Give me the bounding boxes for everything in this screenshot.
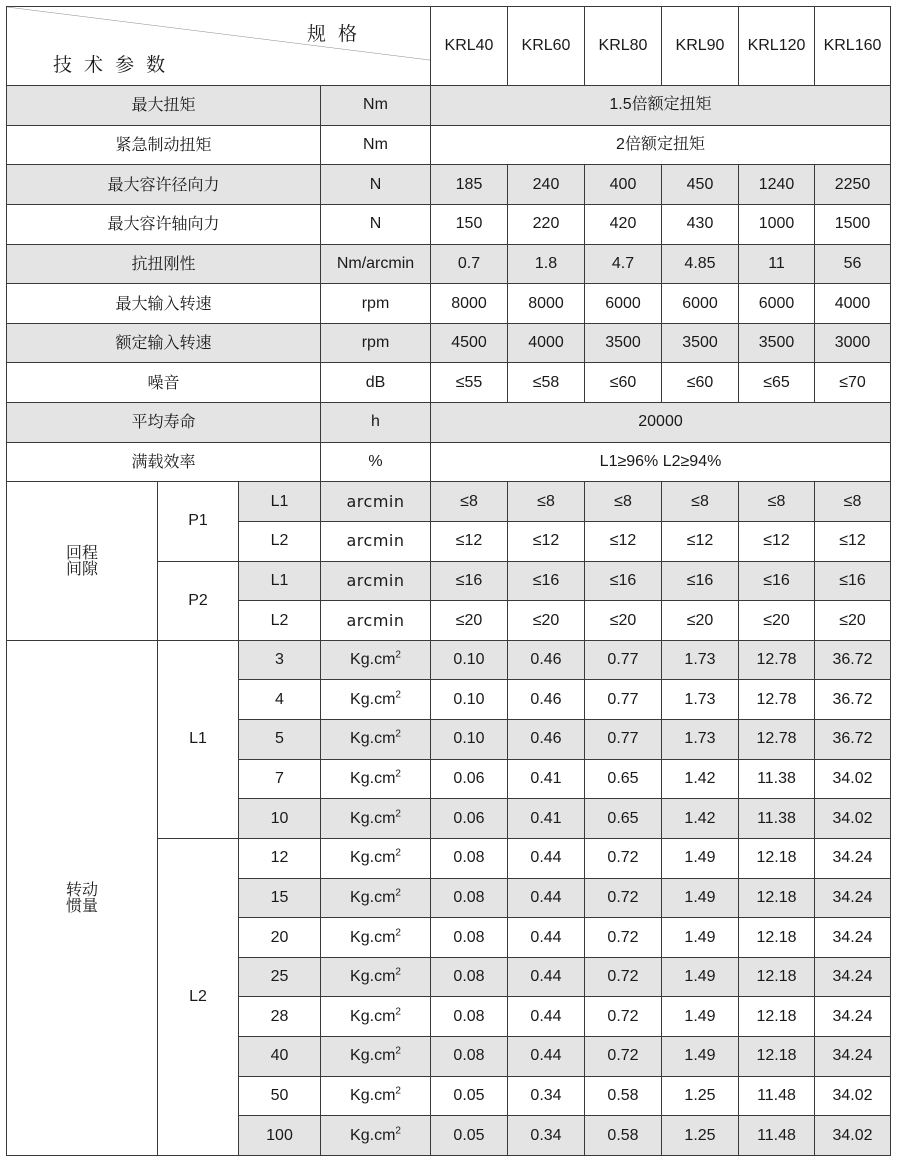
value-cell: 0.77	[585, 640, 662, 680]
value-cell: 1.73	[662, 640, 739, 680]
value-cell: ≤12	[739, 521, 815, 561]
value-cell: 1.73	[662, 720, 739, 760]
table-row	[7, 442, 891, 482]
value-cell: 0.77	[585, 720, 662, 760]
value-cell: 0.08	[431, 957, 508, 997]
value-cell: 12.78	[739, 640, 815, 680]
unit-exponent: 2	[395, 1125, 401, 1137]
unit-cell: arcmin	[321, 601, 431, 641]
value-cell: ≤8	[739, 482, 815, 522]
unit-cell	[321, 1037, 431, 1077]
unit-text: Kg.cm	[350, 928, 396, 946]
value-cell: 0.41	[508, 799, 585, 839]
value-cell: 400	[585, 165, 662, 205]
value-cell: 0.10	[431, 720, 508, 760]
model-header: KRL90	[662, 7, 739, 86]
value-cell: 4.85	[662, 244, 739, 284]
unit-cell	[321, 640, 431, 680]
value-cell: 12.18	[739, 918, 815, 958]
value-cell: ≤16	[585, 561, 662, 601]
value-cell: 0.08	[431, 918, 508, 958]
value-cell: 12.18	[739, 838, 815, 878]
value-cell: 0.58	[585, 1076, 662, 1116]
unit-text: Kg.cm	[350, 651, 396, 669]
value-cell: ≤20	[585, 601, 662, 641]
value-cell: 11.38	[739, 759, 815, 799]
value-cell: 0.44	[508, 997, 585, 1037]
value-cell: 34.02	[815, 759, 891, 799]
value-cell: 3500	[585, 323, 662, 363]
param-label: 抗扭刚性	[7, 244, 321, 284]
value-cell: 34.24	[815, 957, 891, 997]
value-cell: 0.05	[431, 1076, 508, 1116]
value-cell: 12.18	[739, 1037, 815, 1077]
value-cell: 220	[508, 204, 585, 244]
value-cell: 0.72	[585, 838, 662, 878]
value-cell: 56	[815, 244, 891, 284]
value-cell: 0.72	[585, 918, 662, 958]
value-cell: 4500	[431, 323, 508, 363]
value-cell: ≤8	[815, 482, 891, 522]
model-header: KRL60	[508, 7, 585, 86]
value-cell: 11.48	[739, 1116, 815, 1156]
inertia-group-label: 转动 惯量	[7, 640, 158, 1155]
ratio-cell: 28	[239, 997, 321, 1037]
ratio-cell: 7	[239, 759, 321, 799]
backlash-group-label: 回程 间隙	[7, 482, 158, 641]
value-cell: 36.72	[815, 640, 891, 680]
value-cell: 0.72	[585, 1037, 662, 1077]
param-label: 最大输入转速	[7, 284, 321, 324]
ratio-cell: 20	[239, 918, 321, 958]
value-cell: ≤70	[815, 363, 891, 403]
unit-text: Kg.cm	[350, 1087, 396, 1104]
unit-cell	[321, 997, 431, 1037]
unit-exponent: 2	[395, 1006, 401, 1018]
value-cell: 36.72	[815, 720, 891, 760]
value-cell: 6000	[739, 284, 815, 324]
value-cell: 0.46	[508, 720, 585, 760]
table-row	[7, 323, 891, 363]
value-cell: ≤20	[739, 601, 815, 641]
value-cell: 0.05	[431, 1116, 508, 1156]
model-header: KRL40	[431, 7, 508, 86]
value-cell: 34.02	[815, 799, 891, 839]
value-cell: 12.18	[739, 957, 815, 997]
backlash-precision-label: P1	[158, 482, 239, 561]
value-cell: ≤20	[662, 601, 739, 641]
value-cell: 0.72	[585, 957, 662, 997]
value-cell: 1500	[815, 204, 891, 244]
value-cell: 0.44	[508, 838, 585, 878]
value-cell: 430	[662, 204, 739, 244]
value-cell: 0.65	[585, 759, 662, 799]
unit-text: Kg.cm	[350, 770, 396, 787]
value-cell: ≤20	[431, 601, 508, 641]
unit-cell	[321, 720, 431, 760]
value-merged-cell: L1≥96% L2≥94%	[431, 442, 891, 482]
value-cell: ≤12	[815, 521, 891, 561]
unit-cell: h	[321, 403, 431, 443]
value-cell: 4000	[508, 323, 585, 363]
table-row	[7, 125, 891, 165]
value-cell: 0.58	[585, 1116, 662, 1156]
unit-exponent: 2	[395, 649, 401, 661]
unit-exponent: 2	[395, 768, 401, 780]
value-cell: 34.24	[815, 878, 891, 918]
value-cell: 0.08	[431, 838, 508, 878]
backlash-level: L1	[239, 561, 321, 601]
model-header: KRL160	[815, 7, 891, 86]
value-cell: 11.48	[739, 1076, 815, 1116]
value-cell: ≤65	[739, 363, 815, 403]
unit-cell	[321, 918, 431, 958]
value-cell: 1.42	[662, 759, 739, 799]
unit-text: Kg.cm	[350, 968, 396, 986]
value-cell: ≤55	[431, 363, 508, 403]
value-cell: ≤16	[739, 561, 815, 601]
value-cell: 0.08	[431, 878, 508, 918]
ratio-cell: 3	[239, 640, 321, 680]
unit-text: Kg.cm	[350, 730, 396, 748]
spec-header-label: 规 格	[306, 23, 360, 45]
value-cell: 1.49	[662, 878, 739, 918]
param-label: 紧急制动扭矩	[7, 125, 321, 165]
unit-cell	[321, 957, 431, 997]
value-cell: ≤58	[508, 363, 585, 403]
backlash-level: L2	[239, 601, 321, 641]
value-cell: 150	[431, 204, 508, 244]
param-label: 满载效率	[7, 442, 321, 482]
ratio-cell: 40	[239, 1037, 321, 1077]
ratio-cell: 5	[239, 720, 321, 760]
unit-cell: Nm	[321, 125, 431, 165]
value-cell: ≤20	[815, 601, 891, 641]
value-cell: 12.78	[739, 680, 815, 720]
value-merged-cell: 20000	[431, 403, 891, 443]
unit-text: Kg.cm	[350, 849, 396, 867]
value-cell: 6000	[662, 284, 739, 324]
value-cell: 0.10	[431, 680, 508, 720]
value-cell: 1.42	[662, 799, 739, 839]
value-cell: 450	[662, 165, 739, 205]
value-cell: 0.46	[508, 680, 585, 720]
value-cell: 0.08	[431, 997, 508, 1037]
param-label: 噪音	[7, 363, 321, 403]
value-cell: 0.65	[585, 799, 662, 839]
value-cell: 3500	[662, 323, 739, 363]
value-cell: 3500	[739, 323, 815, 363]
param-label: 额定输入转速	[7, 323, 321, 363]
value-cell: 1.49	[662, 997, 739, 1037]
ratio-cell: 100	[239, 1116, 321, 1156]
unit-cell: arcmin	[321, 561, 431, 601]
value-cell: 0.06	[431, 799, 508, 839]
value-cell: 1.49	[662, 1037, 739, 1077]
unit-text: Kg.cm	[350, 809, 396, 827]
unit-text: Kg.cm	[350, 888, 396, 906]
backlash-precision-label: P2	[158, 561, 239, 640]
value-cell: 0.46	[508, 640, 585, 680]
value-cell: 34.24	[815, 997, 891, 1037]
value-cell: 4000	[815, 284, 891, 324]
value-cell: ≤60	[662, 363, 739, 403]
value-cell: 1.25	[662, 1076, 739, 1116]
ratio-cell: 15	[239, 878, 321, 918]
unit-exponent: 2	[395, 729, 401, 741]
value-cell: 2250	[815, 165, 891, 205]
value-cell: ≤20	[508, 601, 585, 641]
value-cell: 34.02	[815, 1116, 891, 1156]
unit-cell: Nm/arcmin	[321, 244, 431, 284]
value-cell: ≤16	[508, 561, 585, 601]
value-cell: 0.72	[585, 878, 662, 918]
value-cell: 12.78	[739, 720, 815, 760]
unit-text: Kg.cm	[350, 1007, 396, 1025]
value-cell: 1.73	[662, 680, 739, 720]
value-cell: ≤12	[508, 521, 585, 561]
value-cell: 6000	[585, 284, 662, 324]
value-cell: ≤16	[662, 561, 739, 601]
unit-cell: rpm	[321, 284, 431, 324]
unit-text: Kg.cm	[350, 690, 396, 708]
value-cell: 1.49	[662, 957, 739, 997]
table-row	[7, 86, 891, 126]
value-cell: 0.44	[508, 878, 585, 918]
table-row	[7, 244, 891, 284]
value-cell: 0.34	[508, 1076, 585, 1116]
param-header-label: 技 术 参 数	[53, 54, 169, 77]
value-cell: 1.49	[662, 838, 739, 878]
value-cell: 1240	[739, 165, 815, 205]
unit-cell	[321, 1116, 431, 1156]
unit-exponent: 2	[395, 808, 401, 820]
value-cell: 34.02	[815, 1076, 891, 1116]
table-row	[7, 165, 891, 205]
value-cell: 34.24	[815, 1037, 891, 1077]
unit-exponent: 2	[395, 887, 401, 899]
value-cell: 0.7	[431, 244, 508, 284]
param-label: 最大容许轴向力	[7, 204, 321, 244]
value-cell: ≤16	[431, 561, 508, 601]
header-diagonal-cell	[7, 7, 431, 86]
unit-cell: %	[321, 442, 431, 482]
ratio-cell: 12	[239, 838, 321, 878]
value-cell: ≤12	[662, 521, 739, 561]
model-header: KRL80	[585, 7, 662, 86]
value-cell: ≤60	[585, 363, 662, 403]
unit-cell: N	[321, 204, 431, 244]
unit-cell: rpm	[321, 323, 431, 363]
unit-exponent: 2	[395, 1085, 401, 1097]
inertia-stage-label: L1	[158, 640, 239, 838]
unit-cell: Nm	[321, 86, 431, 126]
value-merged-cell: 2倍额定扭矩	[431, 125, 891, 165]
value-cell: 0.06	[431, 759, 508, 799]
value-cell: 0.41	[508, 759, 585, 799]
value-cell: 12.18	[739, 997, 815, 1037]
unit-text: Kg.cm	[350, 1126, 396, 1144]
unit-cell	[321, 759, 431, 799]
ratio-cell: 25	[239, 957, 321, 997]
value-cell: 11.38	[739, 799, 815, 839]
table-row	[7, 403, 891, 443]
value-cell: 8000	[508, 284, 585, 324]
value-merged-cell: 1.5倍额定扭矩	[431, 86, 891, 126]
value-cell: 1.49	[662, 918, 739, 958]
value-cell: 1.8	[508, 244, 585, 284]
unit-exponent: 2	[395, 1046, 401, 1058]
value-cell: 420	[585, 204, 662, 244]
value-cell: 0.44	[508, 918, 585, 958]
value-cell: 1000	[739, 204, 815, 244]
value-cell: 0.08	[431, 1037, 508, 1077]
unit-text: Kg.cm	[350, 1047, 396, 1065]
value-cell: ≤8	[585, 482, 662, 522]
table-row	[7, 363, 891, 403]
table-row	[7, 482, 891, 522]
value-cell: ≤8	[431, 482, 508, 522]
value-cell: ≤16	[815, 561, 891, 601]
value-cell: ≤12	[585, 521, 662, 561]
unit-exponent: 2	[395, 927, 401, 939]
value-cell: 36.72	[815, 680, 891, 720]
value-cell: 0.44	[508, 957, 585, 997]
value-cell: 12.18	[739, 878, 815, 918]
param-label: 平均寿命	[7, 403, 321, 443]
ratio-cell: 10	[239, 799, 321, 839]
value-cell: 0.10	[431, 640, 508, 680]
unit-cell: N	[321, 165, 431, 205]
model-header: KRL120	[739, 7, 815, 86]
value-cell: 4.7	[585, 244, 662, 284]
table-row	[7, 204, 891, 244]
value-cell: 34.24	[815, 918, 891, 958]
table-row	[7, 284, 891, 324]
unit-cell	[321, 838, 431, 878]
unit-exponent: 2	[395, 689, 401, 701]
unit-exponent: 2	[395, 966, 401, 978]
value-cell: ≤8	[662, 482, 739, 522]
value-cell: 1.25	[662, 1116, 739, 1156]
unit-cell	[321, 1076, 431, 1116]
value-cell: 11	[739, 244, 815, 284]
spec-table	[6, 6, 891, 1156]
unit-cell: arcmin	[321, 482, 431, 522]
backlash-level: L2	[239, 521, 321, 561]
value-cell: 8000	[431, 284, 508, 324]
value-cell: 0.72	[585, 997, 662, 1037]
inertia-stage-label: L2	[158, 838, 239, 1155]
value-cell: 185	[431, 165, 508, 205]
value-cell: ≤8	[508, 482, 585, 522]
table-row	[7, 640, 891, 680]
param-label: 最大扭矩	[7, 86, 321, 126]
unit-cell: dB	[321, 363, 431, 403]
unit-cell: arcmin	[321, 521, 431, 561]
value-cell: 240	[508, 165, 585, 205]
unit-exponent: 2	[395, 847, 401, 859]
value-cell: 3000	[815, 323, 891, 363]
value-cell: 0.77	[585, 680, 662, 720]
value-cell: ≤12	[431, 521, 508, 561]
value-cell: 34.24	[815, 838, 891, 878]
backlash-level: L1	[239, 482, 321, 522]
value-cell: 0.44	[508, 1037, 585, 1077]
ratio-cell: 50	[239, 1076, 321, 1116]
param-label: 最大容许径向力	[7, 165, 321, 205]
unit-cell	[321, 878, 431, 918]
unit-cell	[321, 799, 431, 839]
ratio-cell: 4	[239, 680, 321, 720]
unit-cell	[321, 680, 431, 720]
value-cell: 0.34	[508, 1116, 585, 1156]
